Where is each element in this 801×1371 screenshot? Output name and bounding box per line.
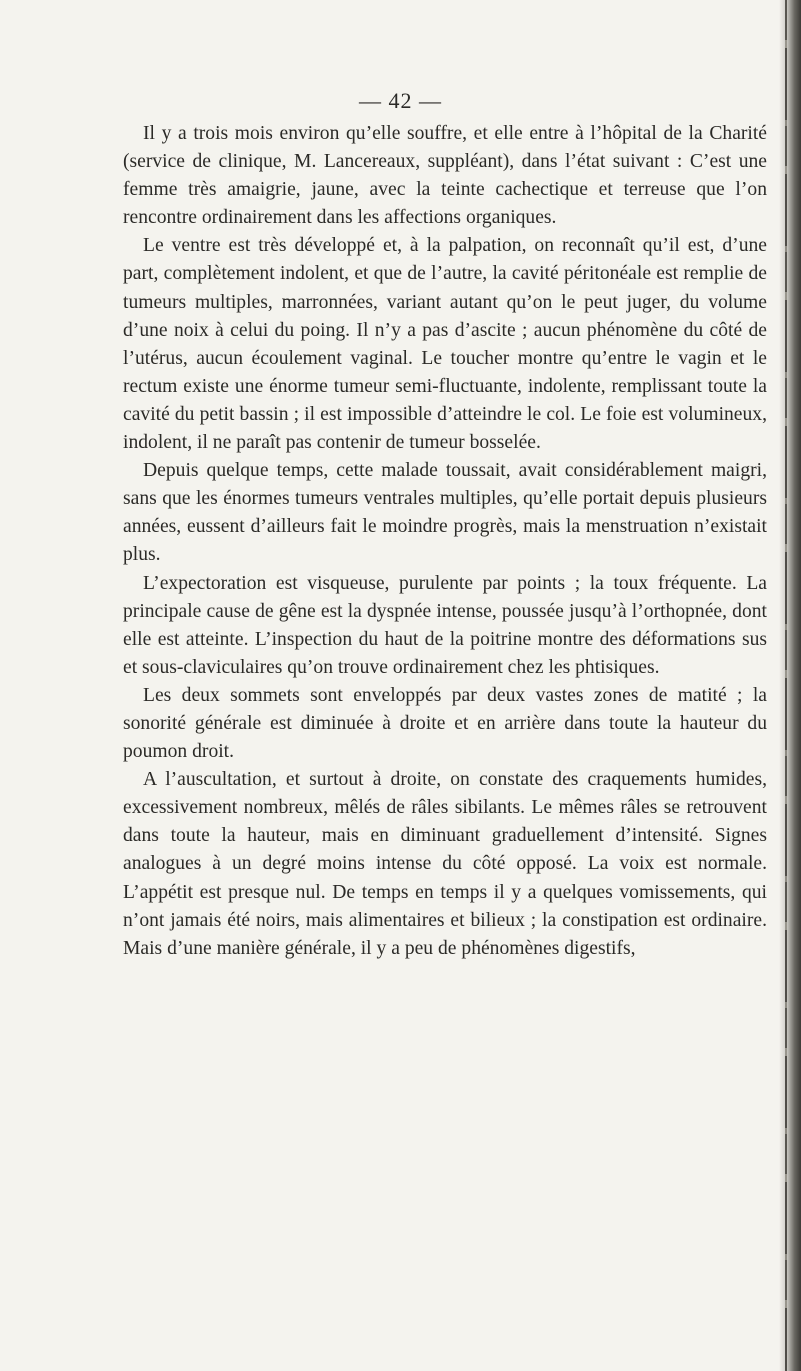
page-number: — 42 —: [359, 88, 442, 113]
page-edge-shadow: [779, 0, 801, 1371]
paragraph-3: Depuis quelque temps, cette malade toussait, avait considérablement maigri, sans que les énormes tumeurs ventrales multiples, qu’elle portait depuis plusieurs années, eussent d’ailleurs fait le moindre progrès, mais la menstruation n’existait plus.: [123, 460, 767, 566]
body-text: [123, 120, 767, 963]
paragraph-1: Il y a trois mois environ qu’elle souffre, et elle entre à l’hôpital de la Charité (service de clinique, M. Lancereaux, suppléant), dans l’état suivant : C’est une femme très amaigrie, jaune, avec la teinte cachectique et terreuse que l’on rencontre ordinairement dans les affections organiques.: [123, 123, 767, 229]
paragraph-5: Les deux sommets sont enveloppés par deux vastes zones de matité ; la sonorité générale est diminuée à droite et en arrière dans toute la hauteur du poumon droit.: [123, 684, 767, 763]
paragraph-2: Le ventre est très développé et, à la palpation, on reconnaît qu’il est, d’une part, complètement indolent, et que de l’autre, la cavité péritonéale est remplie de tumeurs multiples, marronnées, variant autant qu’on le peut juger, du volume d’une noix à celui du poing. Il n’y a pas d’ascite ; aucun phénomène du côté de l’utérus, aucun écoulement vaginal. Le toucher montre qu’entre le vagin et le rectum existe une énorme tumeur semi-fluctuante, indolente, remplissant toute la cavité du petit bassin ; il est impossible d’atteindre le col. Le foie est volumineux, indolent, il ne paraît pas contenir de tumeur bosselée.: [123, 235, 767, 454]
paragraph-4: L’expectoration est visqueuse, purulente par points ; la toux fréquente. La principale cause de gêne est la dyspnée intense, poussée jusqu’à l’orthopnée, dont elle est atteinte. L’inspection du haut de la poitrine montre des déformations sus et sous-claviculaires qu’on trouve ordinairement chez les phtisiques.: [123, 572, 767, 678]
paragraph-6: A l’auscultation, et surtout à droite, on constate des craquements humides, excessivement nombreux, mêlés de râles sibilants. Le mêmes râles se retrouvent dans toute la hauteur, mais en diminuant graduellement d’intensité. Signes analogues à un degré moins intense du côté opposé. La voix est normale. L’appétit est presque nul. De temps en temps il y a quelques vomissements, qui n’ont jamais été noirs, mais alimentaires et bilieux ; la constipation est ordinaire. Mais d’une manière générale, il y a peu de phénomènes digestifs,: [123, 769, 767, 959]
page-edge-binding: [785, 0, 787, 1371]
